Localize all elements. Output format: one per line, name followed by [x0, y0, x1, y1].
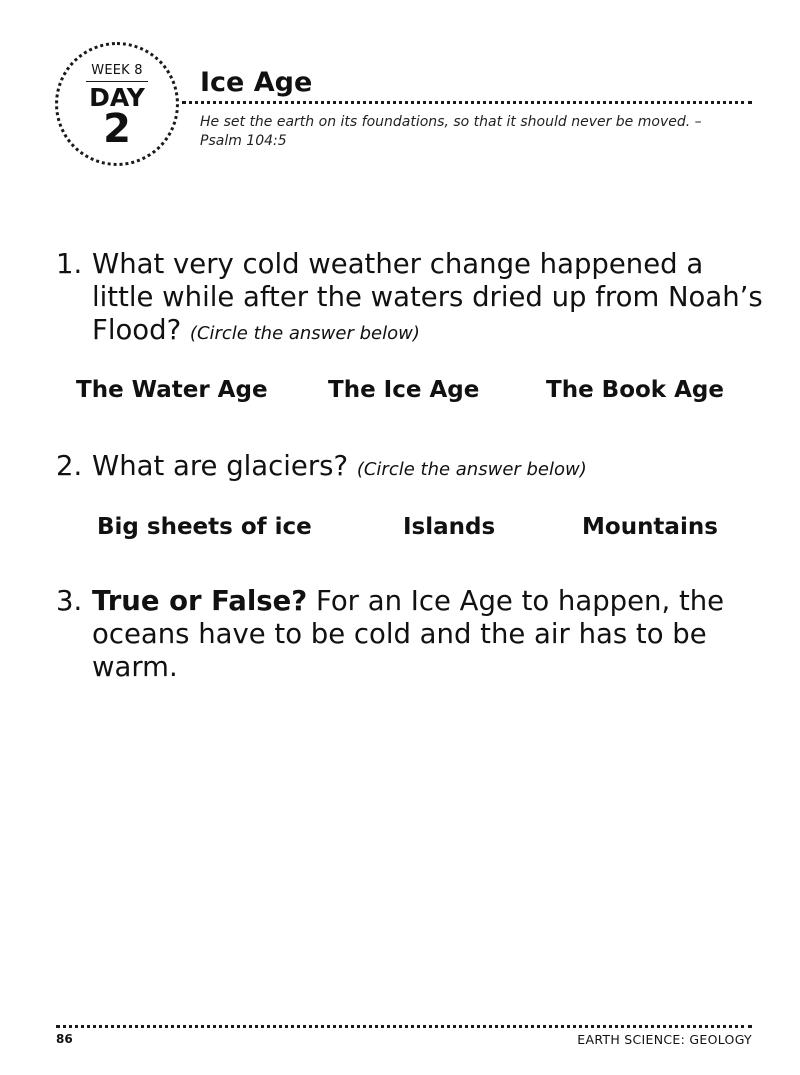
answer-option[interactable]: Mountains [582, 514, 718, 540]
answer-option[interactable]: The Water Age [76, 377, 268, 403]
page-number: 86 [56, 1032, 73, 1046]
title-divider [182, 101, 752, 104]
day-number: 2 [103, 106, 131, 152]
question-hint: (Circle the answer below) [189, 323, 420, 344]
answer-option[interactable]: Islands [403, 514, 496, 540]
question-3 [56, 585, 766, 684]
question-lead: True or False? [92, 585, 308, 617]
badge-divider [86, 81, 148, 82]
question-text: For an Ice Age to happen, the oceans have to be cold and the air has to be warm. [92, 585, 725, 683]
question-1 [56, 248, 766, 350]
question-text: What very cold weather change happened a little while after the waters dried up from Noah’s Flood? [92, 248, 763, 346]
answer-option[interactable]: The Ice Age [328, 377, 480, 403]
question-text: What are glaciers? [92, 450, 349, 482]
question-number: 3. [56, 585, 83, 617]
bible-verse: He set the earth on its foundations, so that it should never be moved. – Psalm 104:5 [200, 114, 702, 149]
question-text-wrap [56, 450, 766, 486]
footer-divider [56, 1025, 752, 1028]
question-text-wrap [56, 585, 766, 684]
question-number: 2. [56, 450, 83, 482]
day-label: DAY [89, 83, 145, 112]
question-number: 1. [56, 248, 83, 280]
question-2 [56, 450, 766, 486]
section-title: EARTH SCIENCE: GEOLOGY [577, 1032, 752, 1047]
question-hint: (Circle the answer below) [356, 459, 587, 480]
answer-option[interactable]: Big sheets of ice [97, 514, 312, 540]
answer-option[interactable]: The Book Age [546, 377, 724, 403]
question-text-wrap [56, 248, 766, 350]
week-label: WEEK 8 [91, 63, 143, 78]
week-day-badge [55, 42, 179, 166]
page-title: Ice Age [200, 67, 313, 98]
